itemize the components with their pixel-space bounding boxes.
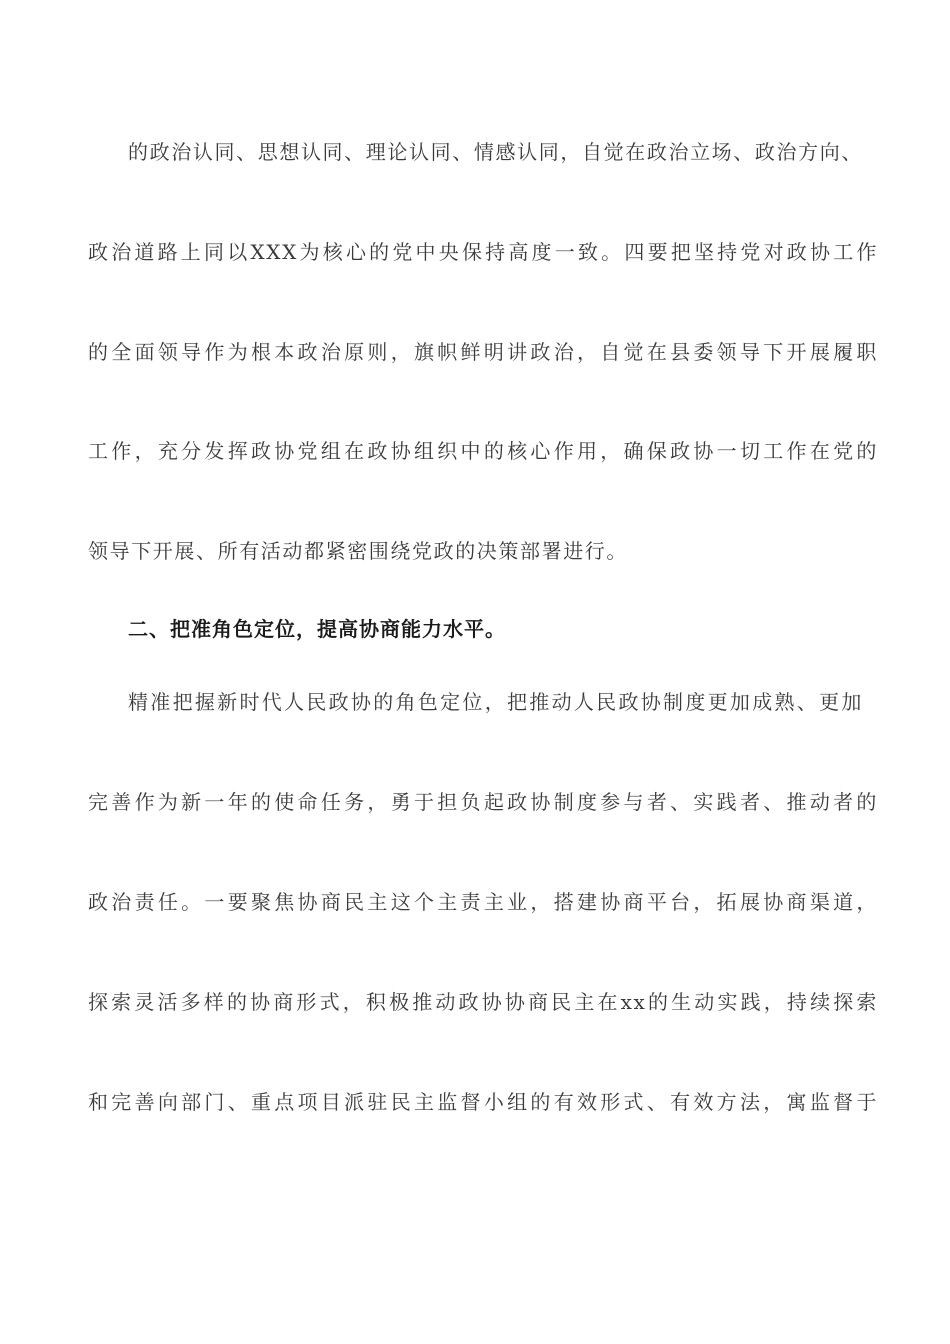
paragraph-line: 政治责任。一要聚焦协商民主这个主责主业，搭建协商平台，拓展协商渠道， bbox=[88, 890, 878, 914]
paragraph-line: 的全面领导作为根本政治原则，旗帜鲜明讲政治，自觉在县委领导下开展履职 bbox=[88, 340, 878, 364]
section-heading: 二、把准角色定位，提高协商能力水平。 bbox=[128, 617, 506, 641]
paragraph-line: 和完善向部门、重点项目派驻民主监督小组的有效形式、有效方法，寓监督于 bbox=[88, 1090, 878, 1114]
paragraph-line: 的政治认同、思想认同、理论认同、情感认同，自觉在政治立场、政治方向、 bbox=[128, 140, 863, 164]
paragraph-line: 完善作为新一年的使命任务，勇于担负起政协制度参与者、实践者、推动者的 bbox=[88, 790, 878, 814]
paragraph-line: 政治道路上同以XXX为核心的党中央保持高度一致。四要把坚持党对政协工作 bbox=[88, 240, 878, 264]
paragraph-line: 探索灵活多样的协商形式，积极推动政协协商民主在xx的生动实践，持续探索 bbox=[88, 990, 878, 1014]
paragraph-line: 工作，充分发挥政协党组在政协组织中的核心作用，确保政协一切工作在党的 bbox=[88, 439, 878, 463]
paragraph-line: 领导下开展、所有活动都紧密围绕党政的决策部署进行。 bbox=[88, 539, 628, 563]
paragraph-line: 精准把握新时代人民政协的角色定位，把推动人民政协制度更加成熟、更加 bbox=[128, 690, 863, 714]
